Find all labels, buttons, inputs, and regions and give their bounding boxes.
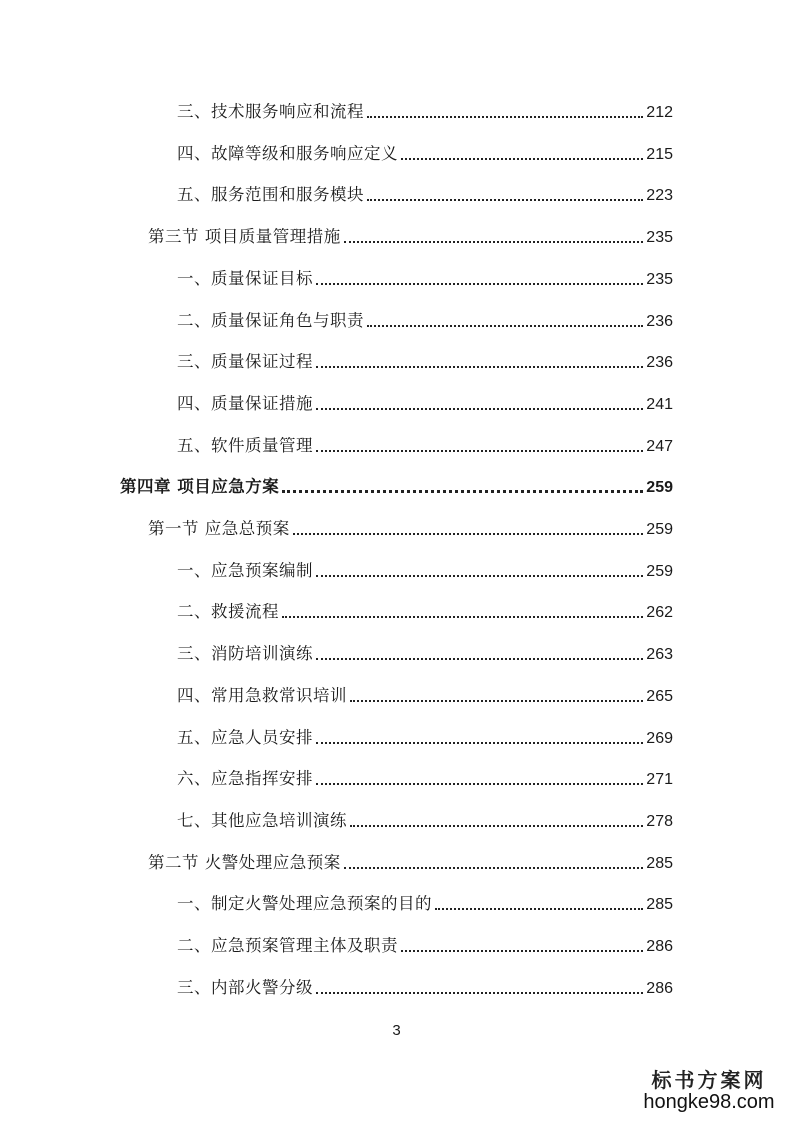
toc-dot-leader (282, 616, 643, 618)
toc-dot-leader (401, 950, 643, 952)
toc-entry-page: 269 (646, 729, 673, 747)
toc-entry-label: 一、制定火警处理应急预案的目的 (177, 894, 432, 914)
toc-entry[interactable] (177, 306, 673, 336)
toc-entry-label: 五、应急人员安排 (177, 727, 313, 747)
toc-dot-leader (316, 408, 643, 410)
toc-entry-page: 241 (646, 395, 673, 413)
toc-dot-leader (367, 116, 643, 118)
toc-entry-label: 四、常用急救常识培训 (177, 685, 347, 705)
toc-entry-page: 285 (646, 896, 673, 914)
toc-entry[interactable] (177, 556, 673, 586)
toc-entry[interactable] (177, 264, 673, 294)
toc-entry[interactable] (177, 931, 673, 961)
toc-dot-leader (367, 199, 643, 201)
toc-dot-leader (316, 450, 643, 452)
toc-entry[interactable] (177, 139, 673, 169)
toc-entry-label: 三、内部火警分级 (177, 977, 313, 997)
toc-entry[interactable] (148, 848, 673, 878)
toc-entry-page: 285 (646, 854, 673, 872)
toc-entry-label: 第四章 项目应急方案 (120, 477, 280, 497)
toc-entry-label: 三、技术服务响应和流程 (177, 102, 364, 121)
toc-entry[interactable] (148, 222, 673, 252)
toc-entry-label: 第三节 项目质量管理措施 (148, 227, 341, 247)
toc-dot-leader (316, 992, 643, 994)
toc-entry-label: 三、消防培训演练 (177, 644, 313, 664)
toc-entry[interactable] (177, 681, 673, 711)
toc-entry[interactable] (148, 514, 673, 544)
toc-dot-leader (293, 533, 644, 535)
toc-entry-page: 286 (646, 979, 673, 997)
toc-entry[interactable] (177, 639, 673, 669)
toc-entry-page: 286 (646, 938, 673, 955)
toc-entry-label: 第二节 火警处理应急预案 (148, 852, 341, 872)
toc-entry-page: 259 (646, 521, 673, 538)
toc-dot-leader (367, 325, 643, 327)
toc-entry[interactable] (177, 97, 673, 127)
toc-entry[interactable] (177, 806, 673, 836)
toc-entry[interactable] (177, 431, 673, 461)
toc-dot-leader (435, 908, 643, 910)
toc-dot-leader (401, 158, 643, 160)
toc-entry-label: 一、应急预案编制 (177, 560, 313, 580)
toc-entry-page: 215 (646, 145, 673, 163)
toc-dot-leader (344, 867, 644, 869)
toc-dot-leader (316, 658, 643, 660)
toc-entry-label: 二、质量保证角色与职责 (177, 310, 364, 330)
toc-dot-leader (350, 825, 643, 827)
toc-entry-page: 259 (646, 479, 673, 497)
toc-entry-page: 263 (646, 646, 673, 664)
watermark-url: hongke98.com (643, 1091, 775, 1113)
toc-entry[interactable] (177, 889, 673, 919)
toc-entry[interactable] (177, 347, 673, 377)
toc-entry-page: 278 (646, 812, 673, 830)
toc-dot-leader (344, 241, 644, 243)
toc-dot-leader (350, 700, 643, 702)
toc-dot-leader (316, 575, 643, 577)
toc-entry-page: 223 (646, 187, 673, 205)
page-number: 3 (392, 1022, 401, 1039)
toc-dot-leader (316, 742, 643, 744)
toc-entry[interactable] (177, 973, 673, 1003)
toc-entry[interactable] (177, 597, 673, 627)
toc-dot-leader (316, 366, 643, 368)
toc-entry-page: 262 (646, 604, 673, 622)
toc-entry-label: 二、应急预案管理主体及职责 (177, 936, 398, 955)
toc-entry-page: 247 (646, 437, 673, 455)
toc-entry-page: 235 (646, 270, 673, 288)
toc-entry-page: 236 (646, 312, 673, 330)
toc-entry-label: 七、其他应急培训演练 (177, 810, 347, 830)
toc-dot-leader (316, 283, 643, 285)
watermark-title: 标书方案网 (651, 1068, 767, 1092)
toc-dot-leader (282, 490, 643, 493)
toc-entry-page: 235 (646, 229, 673, 247)
toc-entry-page: 236 (646, 354, 673, 372)
toc-entry-page: 212 (646, 104, 673, 121)
toc-entry[interactable] (120, 472, 673, 502)
toc-entry-label: 六、应急指挥安排 (177, 769, 313, 789)
toc-entry[interactable] (177, 180, 673, 210)
toc-entry-label: 三、质量保证过程 (177, 352, 313, 372)
toc-entry-label: 第一节 应急总预案 (148, 519, 290, 538)
toc-entry[interactable] (177, 389, 673, 419)
toc-entry-label: 五、软件质量管理 (177, 435, 313, 455)
toc-entry-label: 二、救援流程 (177, 602, 279, 622)
toc-entry-label: 一、质量保证目标 (177, 268, 313, 288)
toc-entry[interactable] (177, 723, 673, 753)
toc-dot-leader (316, 783, 643, 785)
toc-entry-label: 五、服务范围和服务模块 (177, 185, 364, 205)
watermark (639, 1064, 779, 1114)
toc-entry[interactable] (177, 764, 673, 794)
toc-entry-label: 四、质量保证措施 (177, 393, 313, 413)
toc-entry-page: 259 (646, 562, 673, 580)
toc-entry-page: 265 (646, 687, 673, 705)
toc-entry-label: 四、故障等级和服务响应定义 (177, 143, 398, 163)
toc-entry-page: 271 (646, 771, 673, 789)
